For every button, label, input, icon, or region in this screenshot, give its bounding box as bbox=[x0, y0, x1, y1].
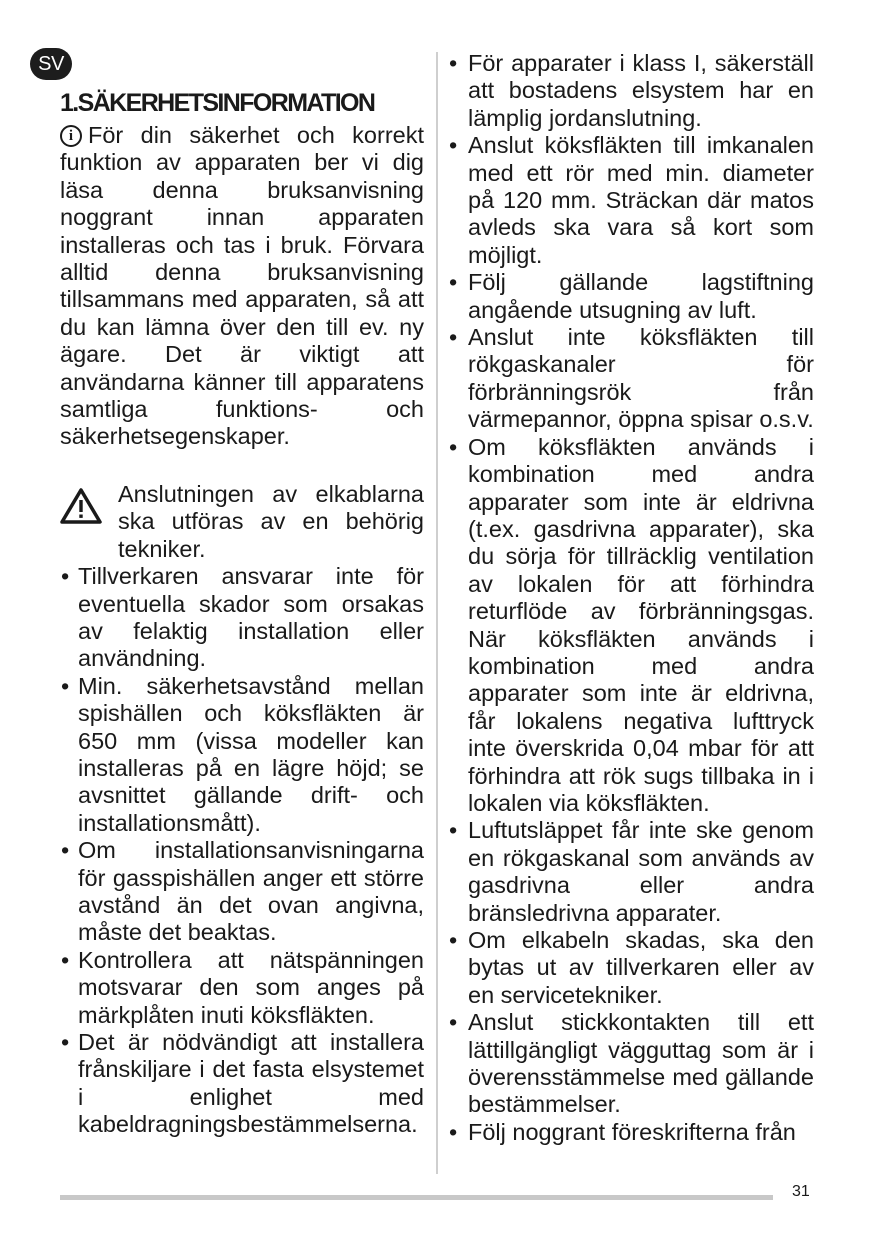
list-item: • Anslut köksfläkten till imkanalen med ett rör med min. diameter på 120 mm. Sträckan där matos avleds ska vara så kort som möjligt. bbox=[446, 132, 814, 269]
warning-block bbox=[60, 481, 424, 563]
footer-rule bbox=[60, 1195, 773, 1200]
info-icon: i bbox=[60, 125, 82, 147]
right-column bbox=[446, 50, 814, 1146]
warning-triangle-icon bbox=[60, 487, 102, 525]
section-title: 1.SÄKERHETSINFORMATION bbox=[60, 89, 375, 117]
list-item: • Om köksfläkten används i kombination med andra apparater som inte är eldrivna (t.ex. gasdrivna apparater), ska du sörja för tillräcklig ventilation av lokalen för att förhindra returflöde av förbränningsgas. När köksfläkten används i kombination med andra apparater som inte är eldrivna, får lokalens negativa lufttryck inte överskrida 0,04 mbar för att förhindra att rök sugs tillbaka in i lokalen via köksfläkten. bbox=[446, 434, 814, 818]
left-column bbox=[60, 88, 424, 1139]
page-number: 31 bbox=[792, 1183, 810, 1200]
list-item: • Min. säkerhetsavstånd mellan spishällen och köksfläkten är 650 mm (vissa modeller kan installeras på en lägre höjd; se avsnittet gällande drift- och installationsmått). bbox=[60, 673, 424, 837]
warning-text: Anslutningen av elkablarna ska utföras av en behörig tekniker. bbox=[118, 480, 424, 562]
list-item: • Anslut stickkontakten till ett lättillgängligt vägguttag som är i överensstämmelse med gällande bestämmelser. bbox=[446, 1009, 814, 1119]
list-item: • Om elkabeln skadas, ska den bytas ut av tillverkaren eller av en servicetekniker. bbox=[446, 927, 814, 1009]
list-item: • Följ noggrant föreskrifterna från bbox=[446, 1119, 814, 1146]
intro-paragraph bbox=[60, 122, 424, 451]
list-item: • Tillverkaren ansvarar inte för eventuella skador som orsakas av felaktig installation eller användning. bbox=[60, 563, 424, 673]
left-bullet-list bbox=[60, 563, 424, 1139]
language-badge: SV bbox=[30, 48, 72, 80]
intro-text: För din säkerhet och korrekt funktion av apparaten ber vi dig läsa denna bruksanvisning noggrant innan apparaten installeras och tas i bruk. Förvara alltid denna bruksanvisning tillsammans med apparaten, så att du kan lämna över den till ev. ny ägare. Det är viktigt att användarna känner till apparatens samtliga funktions- och säkerhetsegenskaper. bbox=[60, 122, 424, 450]
list-item: • Anslut inte köksfläkten till rökgaskanaler för förbränningsrök från värmepannor, öppna spisar o.s.v. bbox=[446, 324, 814, 434]
list-item: • För apparater i klass I, säkerställ att bostadens elsystem har en lämplig jordanslutning. bbox=[446, 50, 814, 132]
list-item: • Kontrollera att nätspänningen motsvarar den som anges på märkplåten inuti köksfläkten. bbox=[60, 947, 424, 1029]
right-bullet-list bbox=[446, 50, 814, 1146]
column-divider bbox=[436, 52, 438, 1174]
list-item: • Det är nödvändigt att installera frånskiljare i det fasta elsystemet i enlighet med kabeldragningsbestämmelserna. bbox=[60, 1029, 424, 1139]
list-item: • Följ gällande lagstiftning angående utsugning av luft. bbox=[446, 269, 814, 324]
list-item: • Luftutsläppet får inte ske genom en rökgaskanal som används av gasdrivna eller andra bränsledrivna apparater. bbox=[446, 817, 814, 927]
list-item: • Om installationsanvisningarna för gasspishällen anger ett större avstånd än det ovan angivna, måste det beaktas. bbox=[60, 837, 424, 947]
